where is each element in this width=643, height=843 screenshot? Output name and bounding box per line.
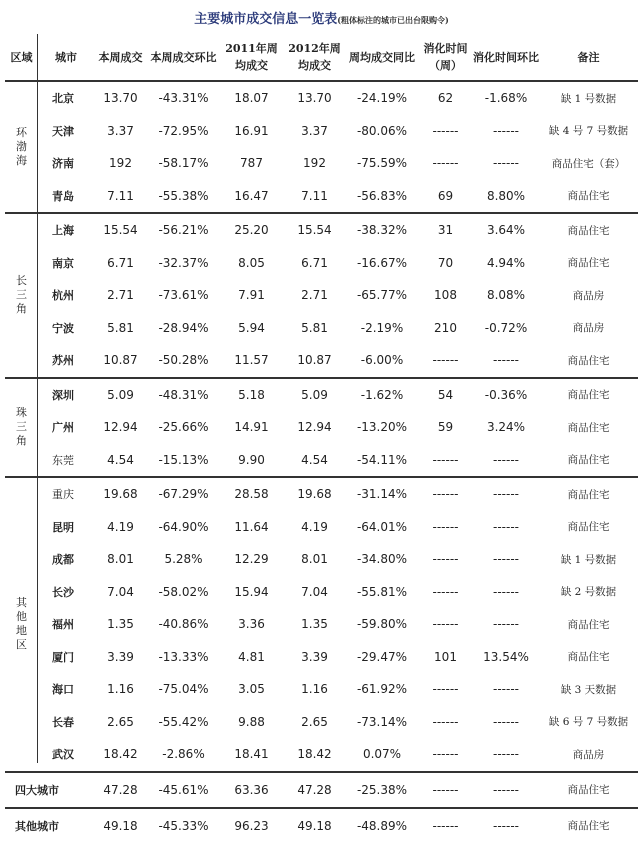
avg-yoy-cell: -38.32% — [346, 213, 418, 247]
city-cell: 北京 — [52, 92, 74, 106]
notes-cell: 商品住宅 — [539, 772, 638, 808]
weekly-volume-cell: 1.16 — [107, 682, 134, 697]
header-row — [5, 34, 638, 81]
weekly-volume-cell: 4.54 — [107, 452, 134, 467]
digest-weeks-cell: 210 — [434, 320, 457, 335]
avg-2012-cell: 3.37 — [301, 123, 328, 138]
avg-yoy-cell: 0.07% — [362, 747, 402, 762]
notes-cell: 商品住宅 — [539, 477, 638, 511]
avg-yoy-cell: -54.11% — [356, 452, 408, 467]
avg-2012-cell: 13.70 — [297, 91, 332, 106]
table-row — [5, 247, 638, 280]
table-row — [5, 738, 638, 772]
digest-weeks-cell: 62 — [437, 91, 454, 106]
notes-cell: 商品房 — [572, 322, 605, 335]
weekly-volume-cell: 12.94 — [103, 420, 138, 435]
avg-2011-cell: 5.18 — [220, 378, 283, 412]
table-row — [5, 543, 638, 576]
weekly-mom-cell: -75.04% — [158, 682, 209, 697]
total-name-cell: 四大城市 — [5, 772, 94, 808]
avg-2012-cell: 4.19 — [301, 519, 328, 534]
table-row — [5, 706, 638, 739]
weekly-mom-cell: -15.13% — [158, 452, 209, 467]
header-notes: 备注 — [539, 34, 638, 81]
city-cell: 广州 — [52, 421, 74, 435]
title-subtitle: (粗体标注的城市已出台限购令) — [337, 15, 449, 25]
digest-mom-cell: 4.94% — [486, 255, 526, 270]
header-weekly-volume: 本周成交 — [94, 34, 147, 81]
weekly-volume-cell: 1.35 — [107, 617, 134, 632]
digest-weeks-cell: ------ — [418, 808, 473, 843]
avg-yoy-cell: -55.81% — [356, 584, 408, 599]
avg-2012-cell: 5.81 — [301, 320, 328, 335]
avg-yoy-cell: -2.19% — [360, 320, 404, 335]
avg-2012-cell: 6.71 — [301, 255, 328, 270]
city-transaction-table — [5, 34, 638, 843]
region-cell: 环渤海 — [16, 126, 27, 167]
table-row — [5, 213, 638, 247]
avg-yoy-cell: -24.19% — [356, 91, 408, 106]
weekly-volume-cell: 49.18 — [94, 808, 147, 843]
avg-yoy-cell: -16.67% — [356, 255, 408, 270]
digest-mom-cell: 3.24% — [486, 420, 526, 435]
digest-weeks-cell: ------ — [432, 714, 459, 729]
digest-weeks-cell: 101 — [434, 649, 457, 664]
digest-mom-cell: ------ — [493, 452, 519, 467]
weekly-volume-cell: 13.70 — [103, 91, 138, 106]
avg-2011-cell: 787 — [240, 156, 263, 171]
city-cell: 长春 — [52, 715, 74, 729]
table-row — [5, 378, 638, 412]
avg-2012-cell: 4.54 — [301, 452, 328, 467]
avg-2012-cell: 15.54 — [283, 213, 346, 247]
avg-2011-cell: 28.58 — [220, 477, 283, 511]
notes-cell: 商品住宅 — [539, 213, 638, 247]
weekly-mom-cell: -48.31% — [147, 378, 220, 412]
digest-weeks-cell: 69 — [437, 188, 454, 203]
region-cell: 长三角 — [5, 213, 38, 378]
avg-yoy-cell: -25.38% — [346, 772, 418, 808]
column-divider — [37, 34, 38, 763]
table-row — [5, 673, 638, 706]
weekly-mom-cell: -25.66% — [158, 420, 209, 435]
weekly-volume-cell: 8.01 — [107, 552, 134, 567]
avg-2011-cell: 16.47 — [234, 188, 269, 203]
table-row — [5, 115, 638, 148]
avg-2012-cell: 7.04 — [301, 584, 328, 599]
notes-cell: 商品住宅 — [567, 651, 610, 664]
avg-yoy-cell: -61.92% — [356, 682, 408, 697]
digest-mom-cell: ------ — [493, 714, 519, 729]
notes-cell: 商品住宅 — [567, 190, 610, 203]
city-cell: 青岛 — [52, 189, 74, 203]
weekly-volume-cell: 15.54 — [94, 213, 147, 247]
table-row — [5, 279, 638, 312]
avg-2012-cell: 18.42 — [297, 747, 332, 762]
table-row — [5, 411, 638, 444]
notes-cell: 缺 1 号数据 — [560, 553, 617, 566]
weekly-mom-cell: -56.21% — [147, 213, 220, 247]
notes-cell: 商品住宅 — [567, 354, 610, 367]
avg-2011-cell: 11.57 — [234, 353, 269, 368]
digest-weeks-cell: ------ — [432, 617, 459, 632]
digest-weeks-cell: ------ — [432, 353, 459, 368]
notes-cell: 缺 3 天数据 — [560, 683, 617, 696]
avg-2011-cell: 3.36 — [238, 617, 265, 632]
weekly-volume-cell: 5.81 — [107, 320, 134, 335]
weekly-mom-cell: -40.86% — [158, 617, 209, 632]
city-cell: 杭州 — [52, 289, 74, 303]
weekly-mom-cell: -13.33% — [158, 649, 209, 664]
digest-mom-cell: ------ — [473, 477, 539, 511]
avg-2012-cell: 19.68 — [283, 477, 346, 511]
digest-mom-cell: ------ — [493, 156, 519, 171]
table-row — [5, 641, 638, 674]
avg-2012-cell: 3.39 — [301, 649, 328, 664]
table-row — [5, 576, 638, 609]
digest-weeks-cell: ------ — [432, 747, 459, 762]
avg-2011-cell: 5.94 — [238, 320, 265, 335]
digest-weeks-cell: 59 — [437, 420, 454, 435]
avg-2011-cell: 15.94 — [234, 584, 269, 599]
weekly-mom-cell: -2.86% — [162, 747, 205, 762]
notes-cell: 商品住宅 — [567, 521, 610, 534]
weekly-mom-cell: -73.61% — [158, 288, 209, 303]
table-row — [5, 608, 638, 641]
digest-weeks-cell: 31 — [418, 213, 473, 247]
avg-yoy-cell: -13.20% — [356, 420, 408, 435]
digest-weeks-cell: 70 — [437, 255, 454, 270]
avg-2011-cell: 18.41 — [234, 747, 269, 762]
header-city: 城市 — [38, 34, 94, 81]
weekly-mom-cell: -28.94% — [158, 320, 209, 335]
header-weekly-mom: 本周成交环比 — [147, 34, 220, 81]
weekly-volume-cell: 18.42 — [103, 747, 138, 762]
city-cell: 武汉 — [52, 748, 74, 762]
digest-weeks-cell: ------ — [418, 772, 473, 808]
avg-yoy-cell: -31.14% — [346, 477, 418, 511]
weekly-mom-cell: -67.29% — [147, 477, 220, 511]
total-row — [5, 808, 638, 843]
notes-cell: 商品住宅 — [567, 454, 610, 467]
avg-yoy-cell: -65.77% — [356, 288, 408, 303]
digest-mom-cell: ------ — [493, 552, 519, 567]
weekly-volume-cell: 7.11 — [107, 188, 134, 203]
weekly-volume-cell: 3.37 — [107, 123, 134, 138]
table-row — [5, 312, 638, 345]
notes-cell: 商品住宅 — [539, 378, 638, 412]
avg-2011-cell: 8.05 — [238, 255, 265, 270]
table-row — [5, 477, 638, 511]
city-cell: 宁波 — [52, 321, 74, 335]
digest-mom-cell: -1.68% — [484, 91, 528, 106]
avg-yoy-cell: -64.01% — [356, 519, 408, 534]
avg-2011-cell: 3.05 — [238, 682, 265, 697]
avg-yoy-cell: -75.59% — [356, 156, 408, 171]
weekly-mom-cell: -43.31% — [158, 91, 209, 106]
notes-cell: 商品住宅 — [539, 808, 638, 843]
weekly-volume-cell: 47.28 — [94, 772, 147, 808]
avg-2012-cell: 5.09 — [283, 378, 346, 412]
avg-yoy-cell: -48.89% — [346, 808, 418, 843]
city-cell: 重庆 — [38, 477, 94, 511]
digest-mom-cell: 3.64% — [473, 213, 539, 247]
table-row — [5, 511, 638, 544]
digest-mom-cell: ------ — [493, 123, 519, 138]
digest-weeks-cell: ------ — [432, 682, 459, 697]
weekly-mom-cell: -55.38% — [158, 188, 209, 203]
digest-mom-cell: ------ — [493, 682, 519, 697]
notes-cell: 缺 4 号 7 号数据 — [548, 125, 629, 138]
digest-mom-cell: ------ — [493, 617, 519, 632]
digest-mom-cell: ------ — [493, 584, 519, 599]
avg-yoy-cell: -80.06% — [356, 123, 408, 138]
notes-cell: 商品房 — [572, 289, 605, 302]
table-body — [5, 81, 638, 843]
digest-mom-cell: ------ — [473, 808, 539, 843]
digest-mom-cell: ------ — [493, 353, 519, 368]
city-cell: 厦门 — [52, 650, 74, 664]
weekly-volume-cell: 3.39 — [107, 649, 134, 664]
region-cell: 其他地区 — [5, 477, 38, 772]
header-region: 区域 — [5, 34, 38, 81]
digest-mom-cell: -0.36% — [473, 378, 539, 412]
notes-cell: 缺 1 号数据 — [560, 92, 617, 105]
header-digest-mom: 消化时间环比 — [473, 34, 539, 81]
weekly-mom-cell: -50.28% — [158, 353, 209, 368]
avg-2011-cell: 18.07 — [234, 91, 269, 106]
table-row — [5, 180, 638, 214]
city-cell: 福州 — [52, 618, 74, 632]
digest-mom-cell: ------ — [473, 772, 539, 808]
weekly-mom-cell: -55.42% — [158, 714, 209, 729]
avg-2011-cell: 11.64 — [234, 519, 269, 534]
weekly-mom-cell: 5.28% — [164, 552, 203, 567]
avg-2011-cell: 9.88 — [238, 714, 265, 729]
avg-2011-cell: 25.20 — [220, 213, 283, 247]
city-cell: 南京 — [52, 256, 74, 270]
avg-2012-cell: 2.65 — [301, 714, 328, 729]
notes-cell: 商品房 — [572, 748, 605, 761]
digest-mom-cell: 13.54% — [483, 649, 529, 664]
city-cell: 成都 — [52, 553, 74, 567]
table-row — [5, 444, 638, 478]
notes-cell: 商品住宅 — [567, 618, 610, 631]
avg-2012-cell: 1.16 — [301, 682, 328, 697]
notes-cell: 缺 6 号 7 号数据 — [548, 716, 629, 729]
weekly-volume-cell: 2.71 — [107, 288, 134, 303]
weekly-volume-cell: 7.04 — [107, 584, 134, 599]
city-cell: 海口 — [52, 683, 74, 697]
digest-weeks-cell: 54 — [418, 378, 473, 412]
avg-2012-cell: 10.87 — [297, 353, 332, 368]
digest-weeks-cell: ------ — [418, 477, 473, 511]
avg-yoy-cell: -6.00% — [360, 353, 404, 368]
digest-mom-cell: 8.08% — [486, 288, 526, 303]
weekly-mom-cell: -72.95% — [158, 123, 209, 138]
avg-2012-cell: 7.11 — [301, 188, 328, 203]
weekly-mom-cell: -58.17% — [158, 156, 209, 171]
weekly-volume-cell: 19.68 — [94, 477, 147, 511]
weekly-volume-cell: 4.19 — [107, 519, 134, 534]
digest-weeks-cell: ------ — [432, 156, 459, 171]
notes-cell: 商品住宅 — [567, 421, 610, 434]
avg-yoy-cell: -34.80% — [356, 552, 408, 567]
table-row — [5, 147, 638, 180]
avg-2011-cell: 16.91 — [234, 123, 269, 138]
avg-2011-cell: 4.81 — [238, 649, 265, 664]
city-cell: 苏州 — [52, 354, 74, 368]
weekly-mom-cell: -64.90% — [158, 519, 209, 534]
header-avg-2012: 2012年周均成交 — [283, 34, 346, 81]
notes-cell: 商品住宅（套） — [551, 157, 626, 170]
avg-2012-cell: 49.18 — [283, 808, 346, 843]
digest-mom-cell: ------ — [493, 747, 519, 762]
city-cell: 昆明 — [52, 520, 74, 534]
digest-weeks-cell: ------ — [432, 584, 459, 599]
avg-2012-cell: 47.28 — [283, 772, 346, 808]
total-row — [5, 772, 638, 808]
weekly-volume-cell: 5.09 — [94, 378, 147, 412]
weekly-mom-cell: -58.02% — [158, 584, 209, 599]
avg-yoy-cell: -1.62% — [346, 378, 418, 412]
digest-weeks-cell: ------ — [432, 552, 459, 567]
avg-2012-cell: 8.01 — [301, 552, 328, 567]
notes-cell: 商品住宅 — [567, 257, 610, 270]
digest-weeks-cell: 108 — [434, 288, 457, 303]
weekly-mom-cell: -32.37% — [158, 255, 209, 270]
header-avg-2011: 2011年周均成交 — [220, 34, 283, 81]
avg-yoy-cell: -59.80% — [356, 617, 408, 632]
avg-yoy-cell: -56.83% — [356, 188, 408, 203]
digest-mom-cell: 8.80% — [486, 188, 526, 203]
weekly-volume-cell: 2.65 — [107, 714, 134, 729]
city-cell: 天津 — [52, 124, 74, 138]
city-cell: 济南 — [52, 157, 74, 171]
weekly-mom-cell: -45.33% — [147, 808, 220, 843]
digest-weeks-cell: ------ — [432, 123, 459, 138]
avg-2012-cell: 12.94 — [297, 420, 332, 435]
region-cell: 珠三角 — [5, 378, 38, 478]
weekly-volume-cell: 6.71 — [107, 255, 134, 270]
header-avg-yoy: 周均成交同比 — [346, 34, 418, 81]
header-digest-weeks: 消化时间（周） — [418, 34, 473, 81]
digest-weeks-cell: ------ — [432, 519, 459, 534]
city-cell: 长沙 — [52, 585, 74, 599]
avg-2012-cell: 1.35 — [301, 617, 328, 632]
digest-weeks-cell: ------ — [432, 452, 459, 467]
avg-2011-cell: 63.36 — [220, 772, 283, 808]
avg-yoy-cell: -29.47% — [356, 649, 408, 664]
city-cell: 东莞 — [52, 453, 74, 467]
avg-2011-cell: 12.29 — [234, 552, 269, 567]
table-row — [5, 344, 638, 378]
weekly-volume-cell: 192 — [109, 156, 132, 171]
title-main: 主要城市成交信息一览表 — [194, 12, 338, 27]
digest-mom-cell: ------ — [493, 519, 519, 534]
avg-2011-cell: 7.91 — [238, 288, 265, 303]
weekly-mom-cell: -45.61% — [147, 772, 220, 808]
avg-2011-cell: 9.90 — [238, 452, 265, 467]
avg-2011-cell: 14.91 — [234, 420, 269, 435]
avg-2011-cell: 96.23 — [220, 808, 283, 843]
avg-yoy-cell: -73.14% — [356, 714, 408, 729]
city-cell: 上海 — [38, 213, 94, 247]
avg-2012-cell: 2.71 — [301, 288, 328, 303]
total-name-cell: 其他城市 — [5, 808, 94, 843]
table-row — [5, 81, 638, 115]
table-title — [0, 8, 643, 27]
notes-cell: 缺 2 号数据 — [560, 586, 617, 599]
avg-2012-cell: 192 — [303, 156, 326, 171]
digest-mom-cell: -0.72% — [484, 320, 528, 335]
weekly-volume-cell: 10.87 — [103, 353, 138, 368]
city-cell: 深圳 — [38, 378, 94, 412]
